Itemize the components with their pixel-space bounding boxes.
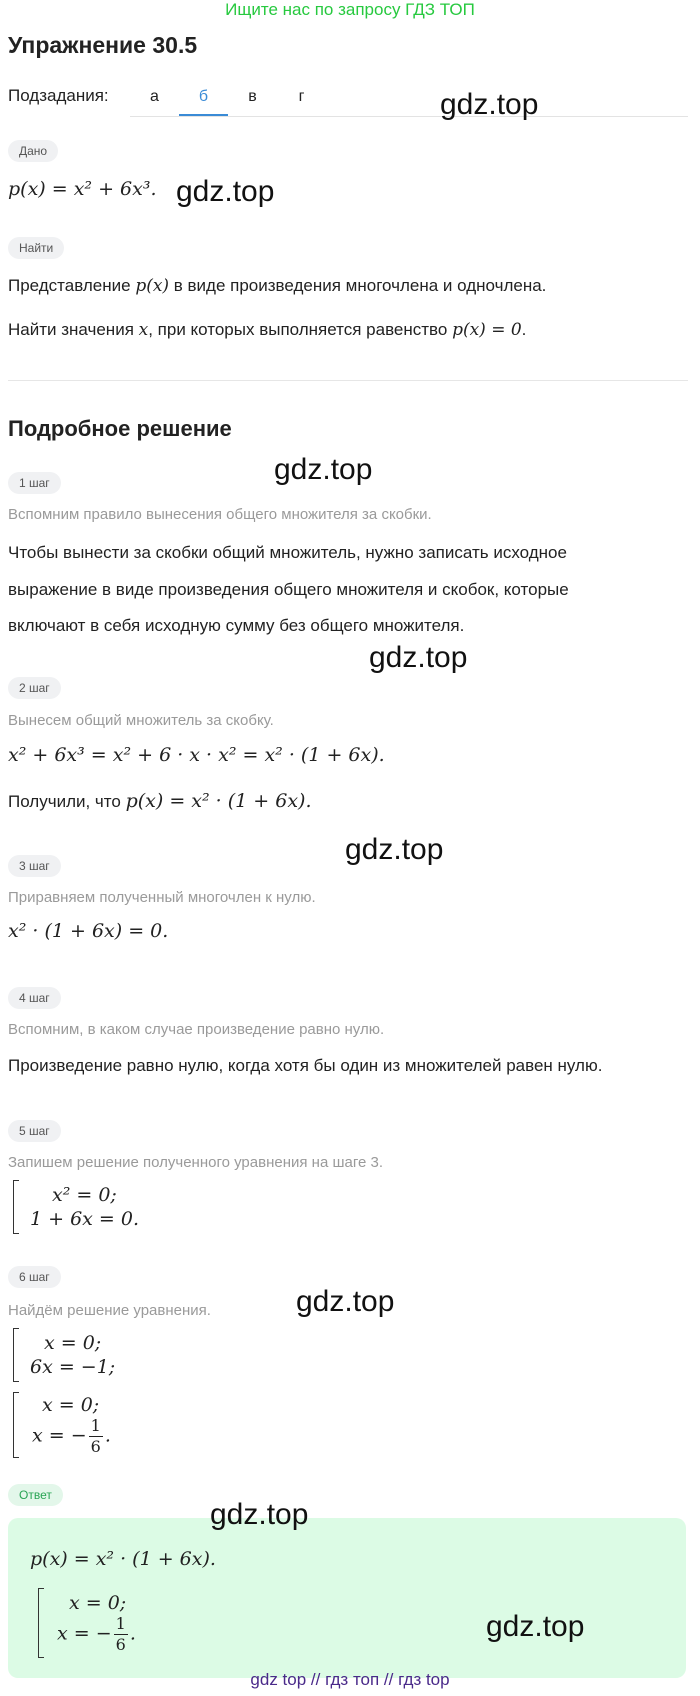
step-2-chip: 2 шаг xyxy=(8,677,61,699)
find-chip: Найти xyxy=(8,237,64,259)
watermark: gdz.top xyxy=(345,833,444,866)
step-3-formula: x² · (1 + 6x) = 0. xyxy=(8,920,169,942)
given-chip: Дано xyxy=(8,140,58,162)
step-3-hint: Приравняем полученный многочлен к нулю. xyxy=(8,889,316,906)
step-2-formula: x² + 6x³ = x² + 6 · x · x² = x² · (1 + 6x). xyxy=(8,744,385,766)
system-line: 6x = −1; xyxy=(30,1356,116,1378)
step-1-hint: Вспомним правило вынесения общего множителя за скобки. xyxy=(8,506,432,523)
step-6-system-bracket-2 xyxy=(13,1392,134,1458)
find-line-1: Представление p(x) в виде произведения многочлена и одночлена. xyxy=(8,276,547,296)
subtasks-label: Подзадания: xyxy=(8,86,109,105)
step-6-hint: Найдём решение уравнения. xyxy=(8,1302,211,1319)
step-1-text-line: выражение в виде произведения общего множителя и скобок, которые xyxy=(8,580,569,599)
step-5-hint: Запишем решение полученного уравнения на шаге 3. xyxy=(8,1154,383,1171)
watermark: gdz.top xyxy=(296,1285,395,1318)
solution-title: Подробное решение xyxy=(8,416,232,441)
step-5-chip: 5 шаг xyxy=(8,1120,61,1142)
step-2-result: Получили, что p(x) = x² · (1 + 6x). xyxy=(8,790,312,812)
tab-a[interactable]: а xyxy=(150,88,159,105)
subtask-tabs xyxy=(130,80,688,117)
step-1-chip: 1 шаг xyxy=(8,472,61,494)
step-5-system-bracket xyxy=(13,1180,154,1234)
system-line: 1 + 6x = 0. xyxy=(30,1208,140,1230)
find-line-2: Найти значения x, при которых выполняется равенство p(x) = 0. xyxy=(8,320,527,340)
watermark: gdz.top xyxy=(369,641,468,674)
system-line: x = − $\frac{1}{6}$ . xyxy=(32,1416,111,1456)
answer-system-bracket xyxy=(38,1588,159,1658)
watermark: gdz.top xyxy=(440,88,539,121)
answer-formula: p(x) = x² · (1 + 6x). xyxy=(30,1548,216,1570)
watermark: gdz.top xyxy=(176,175,275,208)
watermark: gdz.top xyxy=(210,1498,309,1531)
tab-b[interactable]: б xyxy=(179,80,228,116)
footer-links[interactable]: gdz top // гдз топ // гдз top xyxy=(250,1670,450,1689)
step-1-text-line: включают в себя исходную сумму без общего множителя. xyxy=(8,616,465,635)
watermark: gdz.top xyxy=(274,453,373,486)
step-6-chip: 6 шаг xyxy=(8,1266,61,1288)
tab-g[interactable]: г xyxy=(298,88,305,105)
promo-banner: Ищите нас по запросу ГДЗ ТОП xyxy=(225,0,475,19)
system-line: x = 0; xyxy=(69,1592,127,1614)
step-6-system-bracket xyxy=(13,1328,134,1382)
fraction: $\frac{1}{6}$ xyxy=(90,1416,101,1456)
step-3-chip: 3 шаг xyxy=(8,855,61,877)
system-line: x = 0; xyxy=(44,1332,102,1354)
step-4-hint: Вспомним, в каком случае произведение равно нулю. xyxy=(8,1021,385,1038)
system-line: x = − $\frac{1}{6}$ . xyxy=(57,1614,136,1654)
fraction: $\frac{1}{6}$ xyxy=(115,1614,126,1654)
answer-chip: Ответ xyxy=(8,1484,63,1506)
watermark: gdz.top xyxy=(486,1610,585,1643)
step-4-chip: 4 шаг xyxy=(8,987,61,1009)
step-4-text: Произведение равно нулю, когда хотя бы один из множителей равен нулю. xyxy=(8,1056,603,1075)
divider xyxy=(8,380,688,381)
page-title: Упражнение 30.5 xyxy=(8,32,198,58)
tab-v[interactable]: в xyxy=(248,88,257,105)
answer-box xyxy=(8,1518,686,1678)
system-line: x = 0; xyxy=(42,1394,100,1416)
step-1-text-line: Чтобы вынести за скобки общий множитель, нужно записать исходное xyxy=(8,543,567,562)
step-2-hint: Вынесем общий множитель за скобку. xyxy=(8,712,274,729)
given-formula: p(x) = x² + 6x³. xyxy=(8,178,157,200)
system-line: x² = 0; xyxy=(52,1184,117,1206)
